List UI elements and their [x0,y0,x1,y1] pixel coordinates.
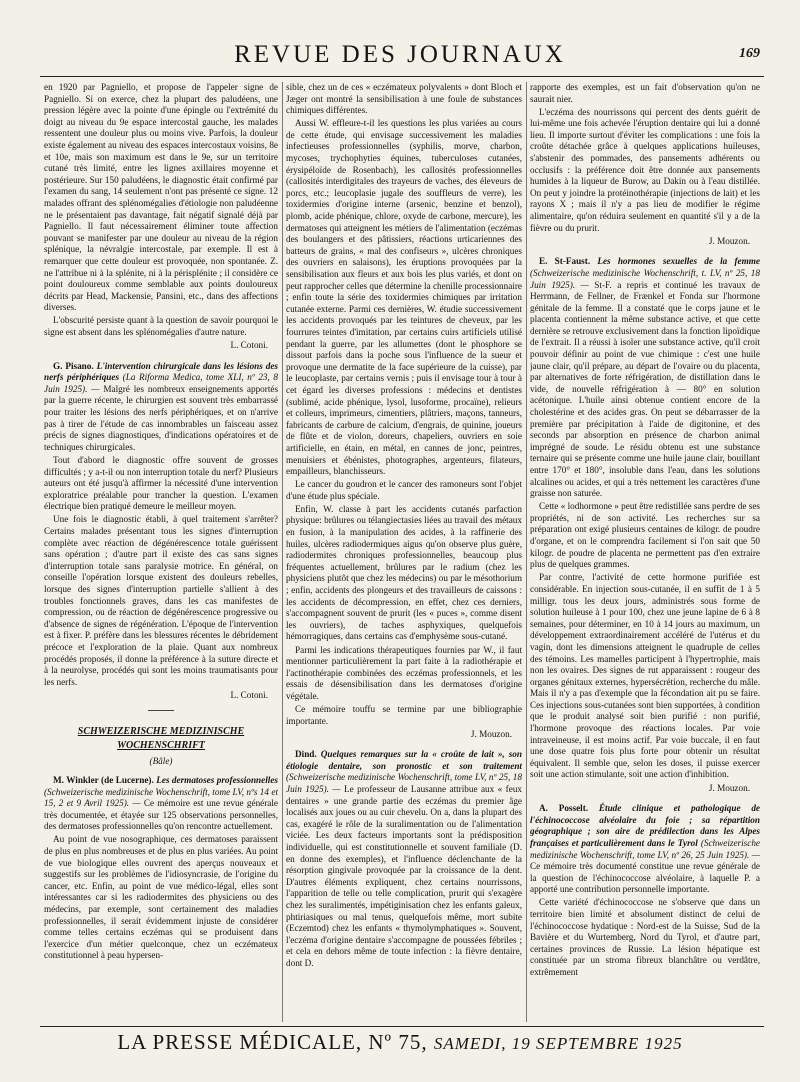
article-st-faust [530,256,760,499]
article-winkler [44,775,278,833]
author-signature: L. Cotoni. [230,689,268,700]
paragraph: Le cancer du goudron et le cancer des ramoneurs sont l'objet d'une étude plus spéciale. [286,479,522,501]
paragraph: St-F. a repris et continué les travaux de Herrmann, de Fellner, de Frænkel et Fonda sur l'hormone génitale de la femme. Il a constaté que le corps jaune et le placenta contiennent la même substance active, et que cette dernière se retrouve exclusivement dans la fonction lipoïdique de l'extrait. Il a réussi à isoler une substance active, qu'il croit pouvoir définir au point de vue chimique : c'est une huile jaune clair, qu'il prépare, au départ de l'ovaire ou du placenta, par alternatives de forte réfrigération, de distillation dans le vide, de nouvelle réfrigération à — 80° en solution acétonique. L'huile ainsi obtenue contient encore de la cholestérine et des acides gras. On peut se débarrasser de la première par précipitation à l'aide de digitonine, et des seconds par absorption en présence de charbon animal imprégné de soude. Le résidu obtenu est une substance ternaire qui se présente comme une huile jaune clair, bouillant entre 170° et 180°, insoluble dans l'eau, dans les solutions alcalines ou acides, et qui a très nettement les caractères d'une graisse non saturée. [530,279,760,499]
article-author: Dind. [295,749,317,760]
author-signature: J. Mouzon. [708,782,750,793]
header-rule [40,76,764,77]
article-reference: (Schweizerische medizinische Wochenschrift, tome LV, nº 25, 18 Juin 1925). — [286,772,522,795]
paragraph: L'obscurité persiste quant à la question de savoir pourquoi le signe est absent dans les splénomégalies d'autre nature. [44,315,278,337]
paragraph: L'eczéma des nourrissons qui percent des dents guérit de lui-même une fois achevée l'éruption dentaire qui lui a donné lieu. Il importe surtout d'éviter les complications : une fois la croûte détachée grâce à quelques applications huileuses, s'abstenir des pommades, des pansements adhérents ou occlusifs : la préférence doit être donnée aux pansements humides à la liqueur de Burow, au Dakin ou à l'eau distillée. On peut y joindre la protéinothérapie (injections de lait) et les rayons X ; mais il n'y a pas lieu de modifier le régime alimentaire, qu'on réduira seulement en quantité s'il y a de la fièvre ou du prurit. [530,106,760,233]
article-reference: (La Riforma Medica, tome XLI, nº 23, 8 Juin 1925). — [44,372,278,394]
article-reference: (Schweizerische medizinische Wochenschrift, tome LV, nºs 14 et 15, 2 et 9 Avril 1925). — [44,786,278,809]
column-3 [530,82,760,1024]
paragraph: Le professeur de Lausanne attribue aux « feux dentaires » une grande partie des eczémas du premier âge localisés aux joues ou au cuir chevelu. On a, dans la plupart des cas, exagéré le rôle de la suralimentation ou de l'alimentation viciée. Les deux facteurs importants sont la prédisposition individuelle, qui est constitutionnelle et souvent familiale (D. en donne des exemples), et l'influence déclenchante de la résorption gingivale provoquée par la croissance de la dent. D'autres éléments expliquent, chez certains nourrissons, l'apparition de telle ou telle complication, prurit qui s'exagère chez les suralimentés, impétiginisation chez les enfants galeux, phtiriasiques ou mal tenus, quelquefois même, mort subite (Eczemtod) chez les enfants « thymolymphatiques ». Souvent, l'eczéma d'origine dentaire s'accompagne de poussées fébriles ; et cela en dehors même de toute infection : la fièvre dentaire, dont D. [286,784,522,968]
article-reference: (Schweizerische medizinische Wochenschrift, t. LV, nº 25, 18 Juin 1925). — [530,267,760,290]
journal-section-heading: SCHWEIZERISCHE MEDIZINISCHE WOCHENSCHRIFT [77,726,245,752]
paragraph: Ce mémoire touffu se termine par une bibliographie importante. [286,703,522,726]
author-signature: J. Mouzon. [470,728,512,739]
paragraph: Par contre, l'activité de cette hormone purifiée est considérable. En injection sous-cutanée, il en suffit de 1 à 5 milligr. tous les deux jours, administrés sous forme de solution huileuse à 1 pour 100, chez une jeune lapine de 6 à 8 semaines, pour déterminer, en 10 à 14 jours au maximum, un développement extraordinairement accéléré de l'utérus et du vagin, dont les dimensions atteignent le quadruple de celles des témoins. Les mamelles participent à l'hypertrophie, mais non les ovaires. Des signes de rut apparaissent : rougeur des organes génitaux externes, hypersécrétion, recherche du mâle. Mais il n'y a pas d'exemple que la fécondation ait pu se faire. Ces injections sous-cutanées sont bien supportées, à condition que le produit analysé soit bien purifié : non purifié, l'hormone provoque des réactions locales. Par voie intraveineuse, il est moins actif. Par voie buccale, il en faut une dose quatre fois plus forte pour obtenir un résultat équivalent. Il semble que, selon les doses, il puisse exercer soit une action stimulante, soit une action d'inhibition. [530,572,760,780]
paragraph: Tout d'abord le diagnostic offre souvent de grosses difficultés ; y a-t-il ou non interruption totale du nerf? Plusieurs auteurs ont été jusqu'à affirmer la nécessité d'une intervention exploratrice préalable pour trancher la question. L'examen électrique bien pratiqué demeure le meilleur moyen. [44,454,278,512]
article-pisano [44,361,278,454]
author-signature: J. Mouzon. [708,235,750,246]
paragraph: Malgré les nombreux enseignements apportés par la guerre récente, le chirurgien est souvent très embarrassé pour traiter les lésions des nerfs périphériques, et on n'arrive pas à tirer de l'étude de cas innombrables un faisceau assez précis de signes diagnostiques, d'indications opératoires et de techniques chirurgicales. [44,383,278,452]
column-separator [526,82,527,1022]
author-signature: L. Cotoni. [230,340,268,351]
footer-rule [40,1026,764,1027]
paragraph: sible, chez un de ces « eczémateux polyvalents » dont Bloch et Jæger ont montré la sensibilisation à une foule de substances chimiques différentes. [286,82,522,116]
page-number: 169 [739,46,760,61]
running-header-title: REVUE DES JOURNAUX [234,41,566,68]
paragraph: en 1920 par Pagniello, et propose de l'appeler signe de Pagniello. Si on exerce, chez la plupart des paludéens, une pression légère avec la pointe d'une épingle ou l'extrémité du doigt au niveau du 9e espace intercostal gauche, les malades ressentent une douleur plus ou moins vive. Parfois, la douleur existe également au niveau des espaces intercostaux voisins, 8e et 10e, mais son maximum est dans le 9e, sur un territoire cutané très limité, entre les lignes axillaires moyenne et postérieure. Sur 150 paludéens, le diagnostic était confirmé par l'examen du sang, 14 seulement n'ont pas présenté ce signe. 12 malades offrant des splénomégalies d'étiologie non paludéenne ne le présentaient pas davantage, fait négatif signalé déjà par Pagniello. Il faut nécessairement éliminer toute affection pouvant se manifester par une douleur au niveau de la région splénique, la névralgie intercostale, par exemple. Il est à remarquer que cette douleur est provoquée, non spontanée. Z. ne l'attribue ni à la splénite, ni à la périsplénite ; il considère ce point douloureux comme semblable aux points douloureux décrits par Head, Mackensie, Pansini, etc., dans des affections diverses. [44,82,278,313]
article-dind [286,749,522,969]
article-title: L'intervention chirurgicale dans les lésions des nerfs périphériques [44,360,278,383]
paragraph: Une fois le diagnostic établi, à quel traitement s'arrêter? Certains malades présentant tous les signes d'interruption complète avec réaction de dégénérescence totale guérissent sans opération ; d'autre part il existe des cas sans signes d'interruption totale sans paralysie motrice. En général, on conseille l'opération lorsque existent des douleurs rebelles, lorsque des signes d'interruption partielle s'allient à des troubles fonctionnels graves, dans les cas manifestes de compression, ou de réaction de dégénérescence progressive ou d'absence de signes de régénération. L'époque de l'intervention est à fixer. P. préfère dans les blessures récentes le débridement précoce et l'exploration de la plaie. Quant aux nombreux procédés proposés, il donne la préférence à la suture directe et à la neurolyse, procédés qui sont les moins traumatisants pour les nerfs. [44,514,278,687]
paragraph: Ce mémoire est une revue générale très documentée, et étayée sur 125 observations personnelles, des dermatoses professionnelles qu'on rencontre actuellement. [44,798,278,832]
column-2 [286,82,522,1024]
article-reference: (Schweizerische medizinische Wochenschrift, tome LV, nº 26, 25 Juin 1925). — [530,837,760,860]
article-title: Étude clinique et pathologique de l'échinococcose alvéolaire du foie ; sa répartition géographique ; son aire de prédilection dans les Alpes françaises et particulièrement dans le Tyrol [530,803,760,848]
column-separator [282,82,283,1022]
section-divider [148,710,174,711]
article-author: A. Posselt. [539,803,589,814]
article-author: M. Winkler (de Lucerne). [53,774,154,785]
paragraph: rapporte des exemples, est un fait d'observation qu'on ne saurait nier. [530,82,760,104]
article-author: E. St-Faust. [539,256,591,267]
column-1 [44,82,278,1024]
article-title: Les dermatoses professionnelles [156,774,278,785]
footer-date: SAMEDI, 19 SEPTEMBRE 1925 [433,1034,683,1053]
footer-journal: LA PRESSE MÉDICALE [117,1030,356,1054]
article-posselt [530,803,760,896]
article-title: Les hormones sexuelles de la femme [597,256,760,267]
paragraph: Enfin, W. classe à part les accidents cutanés parfaction physique: brûlures ou télangiectasies liées au travail des métaux en fusion, à la manipulation des acides, à la raffinerie des huiles, ulcères radiodermiques aigus qu'on observe plus guère, radiodermites chroniques professionnelles, beaucoup plus fréquentes actuellement, brûlures par le radium (chez les physiciens plutôt que chez les médecins) ou par le mésothorium ; enfin, accidents des plongeurs et des travailleurs de caissons : les accidents de décompression, en effet, chez ces derniers, s'accompagnent souvent de prurit (les « puces », comme disent les ouvriers), de taches asphyxiques, quelquefois hémorragiques, dans certains cas d'emphysème sous-cutané. [286,503,522,642]
running-footer: LA PRESSE MÉDICALE, Nº 75, SAMEDI, 19 SEPTEMBRE 1925 [117,1030,683,1054]
paragraph: Cette « lodhormone » peut être redistillée sans perdre de ses propriétés, ni de son activité. Les recherches sur sa préparation ont exigé plusieurs centaines de kilogr. de poudre d'organe, et on le comprendra facilement si l'on sait que 50 kilogr. de poudre de placenta ne permettent pas d'en extraire plus de quelques grammes. [530,501,760,570]
article-author: G. Pisano. [53,360,94,371]
paragraph: Aussi W. effleure-t-il les questions les plus variées au cours de cette étude, qui envisage successivement les maladies infectieuses professionnelles (syphilis, morve, charbon, mycoses, trychophyties équines, tuberculoses cutanées, érysipéloïde de Rosenbach), les callosités professionnelles (callosités interdigitales des trayeurs de vaches, des éleveurs de porcs, etc.; leucoplasie jugale des souffleurs de verre), les toxidermies d'origine interne (arsenic, benzine et benzol), plomb, acide phénique, chlore, oxyde de carbone, mercure), les dermatoses qui atteignent les métiers de l'alimentation (eczémas des boulangers et des pâtissiers, réactions urticariennes des batteurs de grains, « mal des confiseurs », ulcères chroniques des ouvriers en salaisons), les éruptions provoquées par la sensibilisation aux fleurs et aux bois les plus variés, et dont on peut rapprocher celles que détermine la chenille processionnaire ; enfin toute la série des toxidermies chimiques par irritation cutanée externe. Parmi ces dernières, W. étudie successivement les accidents provoqués par les teintures de cheveux, par les fourrures teintes d'imitation, par certains cuirs artificiels utilisé pendant la guerre, par les allumettes (dont le phosphore se dissout parfois dans la poche sous l'influence de la sueur et provoque une dermatite de la face supérieure de la cuisse), par le leucoplaste, par certains vernis ; puis il envisage tour à tour à cet égard les diverses professions : médecins et dentistes (sublimé, acide phénique, lysol, lusoforme, procaïne), relieurs et colleurs, imprimeurs, cimentiers, plâtriers, maçons, tanneurs, fabricants de carbure de calcium, d'engrais, de quinine, joueurs de flûte et de violon, doreurs, chapeliers, ouvriers en soie artificielle, en étain, en métal, en cannes de jonc, peintres, menuisiers et ébénistes, photographes, argenteurs, filateurs, empailleurs, blanchisseurs. [286,118,522,477]
footer-issue: Nº 75, [368,1030,428,1054]
paragraph: Au point de vue nosographique, ces dermatoses paraissent de plus en plus nombreuses et de plus en plus variées. Au point de vue biologique elles ouvrent des aperçus nouveaux et suggestifs sur les problèmes de l'idiosyncrasie, de l'origine du cancer, etc. Enfin, au point de vue médico-légal, elles sont intéressantes car si les radiodermites des physiciens ou des médecins, par exemple, sont certainement des maladies professionnelles, il serait évidemment injuste de considérer comme telles certains eczémas qui se produisent dans l'exercice d'un métier quelconque, chez un eczémateux constitutionnel à peau hypersen- [44,834,278,961]
paragraph: Ce mémoire très documenté constitue une revue générale de la question de l'échinococcose alvéolaire, à laquelle P. a apporté une contribution personnelle importante. [530,861,760,895]
article-title: Quelques remarques sur la « croûte de lait », son étiologie dentaire, son pronostic et son traitement [286,749,522,771]
paragraph: Cette variété d'échinococcose ne s'observe que dans un territoire bien limité et absolument distinct de celui de l'échinococcose hydatique : Nord-est de la Suisse, Sud de la Bavière et du Wurtemberg, Nord du Tyrol, et d'autre part, certaines provinces de Russie. La lésion hépatique est constituée par un stroma fibreux blanchâtre ou verdâtre, extrêmement [530,897,760,977]
paragraph: Parmi les indications thérapeutiques fournies par W., il faut mentionner particulièrement la part faite à la radiothérapie et l'actinothérapie combinées des eczémas professionnels, et les essais de désensibilisation dans les dermatoses d'origine végétale. [286,644,522,701]
journal-city: (Bâle) [149,756,173,767]
